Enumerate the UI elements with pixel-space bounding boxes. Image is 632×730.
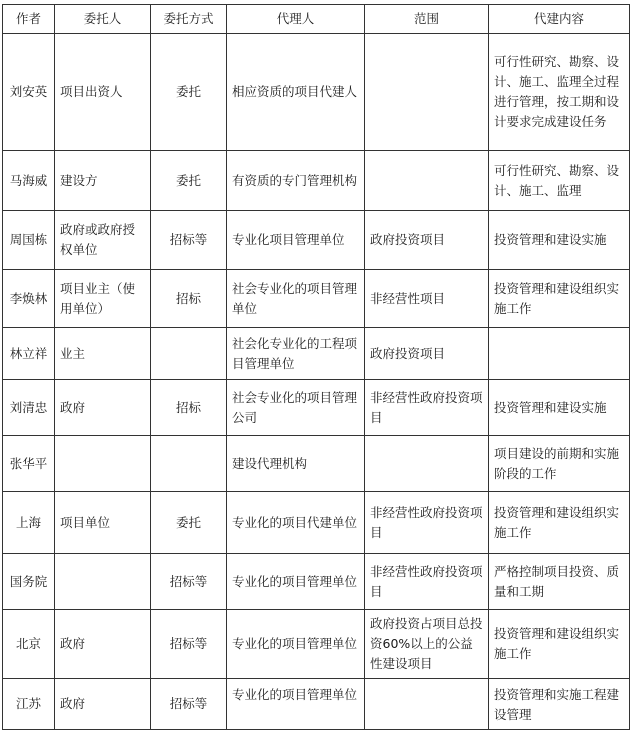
table-row — [3, 554, 630, 610]
cell-agent: 专业化的项目管理单位 — [227, 679, 365, 730]
cell-author: 上海 — [3, 492, 55, 554]
cell-method — [151, 328, 227, 380]
cell-agent: 专业化项目管理单位 — [227, 211, 365, 270]
cell-content: 投资管理和实施工程建设管理 — [489, 679, 630, 730]
cell-agent: 专业化的项目管理单位 — [227, 610, 365, 679]
header-method: 委托方式 — [151, 5, 227, 34]
cell-method: 招标 — [151, 270, 227, 328]
cell-method: 招标等 — [151, 679, 227, 730]
cell-author: 北京 — [3, 610, 55, 679]
cell-scope: 非经营性政府投资项目 — [365, 554, 489, 610]
cell-content: 项目建设的前期和实施阶段的工作 — [489, 436, 630, 492]
cell-client — [55, 554, 151, 610]
cell-client: 政府 — [55, 380, 151, 436]
cell-scope: 政府投资项目 — [365, 328, 489, 380]
cell-content: 严格控制项目投资、质量和工期 — [489, 554, 630, 610]
header-scope: 范围 — [365, 5, 489, 34]
cell-author: 江苏 — [3, 679, 55, 730]
cell-content: 投资管理和建设组织实施工作 — [489, 610, 630, 679]
cell-scope — [365, 34, 489, 151]
cell-client: 政府 — [55, 679, 151, 730]
cell-method: 委托 — [151, 151, 227, 211]
table-row — [3, 610, 630, 679]
cell-method — [151, 436, 227, 492]
cell-method: 招标等 — [151, 554, 227, 610]
cell-client: 项目出资人 — [55, 34, 151, 151]
cell-scope: 非经营性项目 — [365, 270, 489, 328]
cell-content: 可行性研究、勘察、设计、施工、监理全过程进行管理，按工期和设计要求完成建设任务 — [489, 34, 630, 151]
cell-agent: 专业化的项目代建单位 — [227, 492, 365, 554]
cell-method: 招标 — [151, 380, 227, 436]
table-row — [3, 151, 630, 211]
cell-scope — [365, 679, 489, 730]
cell-client: 建设方 — [55, 151, 151, 211]
cell-agent: 有资质的专门管理机构 — [227, 151, 365, 211]
cell-method: 委托 — [151, 492, 227, 554]
cell-content — [489, 328, 630, 380]
cell-agent: 相应资质的项目代建人 — [227, 34, 365, 151]
cell-content: 投资管理和建设实施 — [489, 211, 630, 270]
cell-method: 招标等 — [151, 610, 227, 679]
table-row — [3, 380, 630, 436]
table-row — [3, 211, 630, 270]
cell-author: 周国栋 — [3, 211, 55, 270]
table-row — [3, 679, 630, 730]
header-row — [3, 5, 630, 34]
cell-scope — [365, 436, 489, 492]
cell-author: 刘清忠 — [3, 380, 55, 436]
table-row — [3, 34, 630, 151]
cell-author: 刘安英 — [3, 34, 55, 151]
cell-author: 李焕林 — [3, 270, 55, 328]
cell-author: 国务院 — [3, 554, 55, 610]
cell-content: 投资管理和建设实施 — [489, 380, 630, 436]
cell-method: 招标等 — [151, 211, 227, 270]
cell-client: 项目业主（使用单位） — [55, 270, 151, 328]
header-client: 委托人 — [55, 5, 151, 34]
header-agent: 代理人 — [227, 5, 365, 34]
cell-scope: 政府投资项目 — [365, 211, 489, 270]
header-author: 作者 — [3, 5, 55, 34]
header-content: 代建内容 — [489, 5, 630, 34]
cell-client — [55, 436, 151, 492]
table-row — [3, 270, 630, 328]
cell-scope — [365, 151, 489, 211]
agent-construction-definitions-table — [2, 4, 630, 730]
cell-agent: 专业化的项目管理单位 — [227, 554, 365, 610]
cell-content: 投资管理和建设组织实施工作 — [489, 270, 630, 328]
cell-content: 投资管理和建设组织实施工作 — [489, 492, 630, 554]
cell-client: 项目单位 — [55, 492, 151, 554]
cell-scope: 非经营性政府投资项目 — [365, 492, 489, 554]
cell-agent: 社会专业化的项目管理公司 — [227, 380, 365, 436]
cell-client: 政府 — [55, 610, 151, 679]
cell-scope: 非经营性政府投资项目 — [365, 380, 489, 436]
cell-agent: 社会化专业化的工程项目管理单位 — [227, 328, 365, 380]
cell-agent: 建设代理机构 — [227, 436, 365, 492]
cell-author: 马海威 — [3, 151, 55, 211]
cell-client: 政府或政府授权单位 — [55, 211, 151, 270]
table-row — [3, 436, 630, 492]
table-row — [3, 328, 630, 380]
cell-agent: 社会专业化的项目管理单位 — [227, 270, 365, 328]
cell-content: 可行性研究、勘察、设计、施工、监理 — [489, 151, 630, 211]
table-row — [3, 492, 630, 554]
cell-author: 张华平 — [3, 436, 55, 492]
cell-author: 林立祥 — [3, 328, 55, 380]
cell-scope: 政府投资占项目总投资60%以上的公益性建设项目 — [365, 610, 489, 679]
cell-client: 业主 — [55, 328, 151, 380]
cell-method: 委托 — [151, 34, 227, 151]
